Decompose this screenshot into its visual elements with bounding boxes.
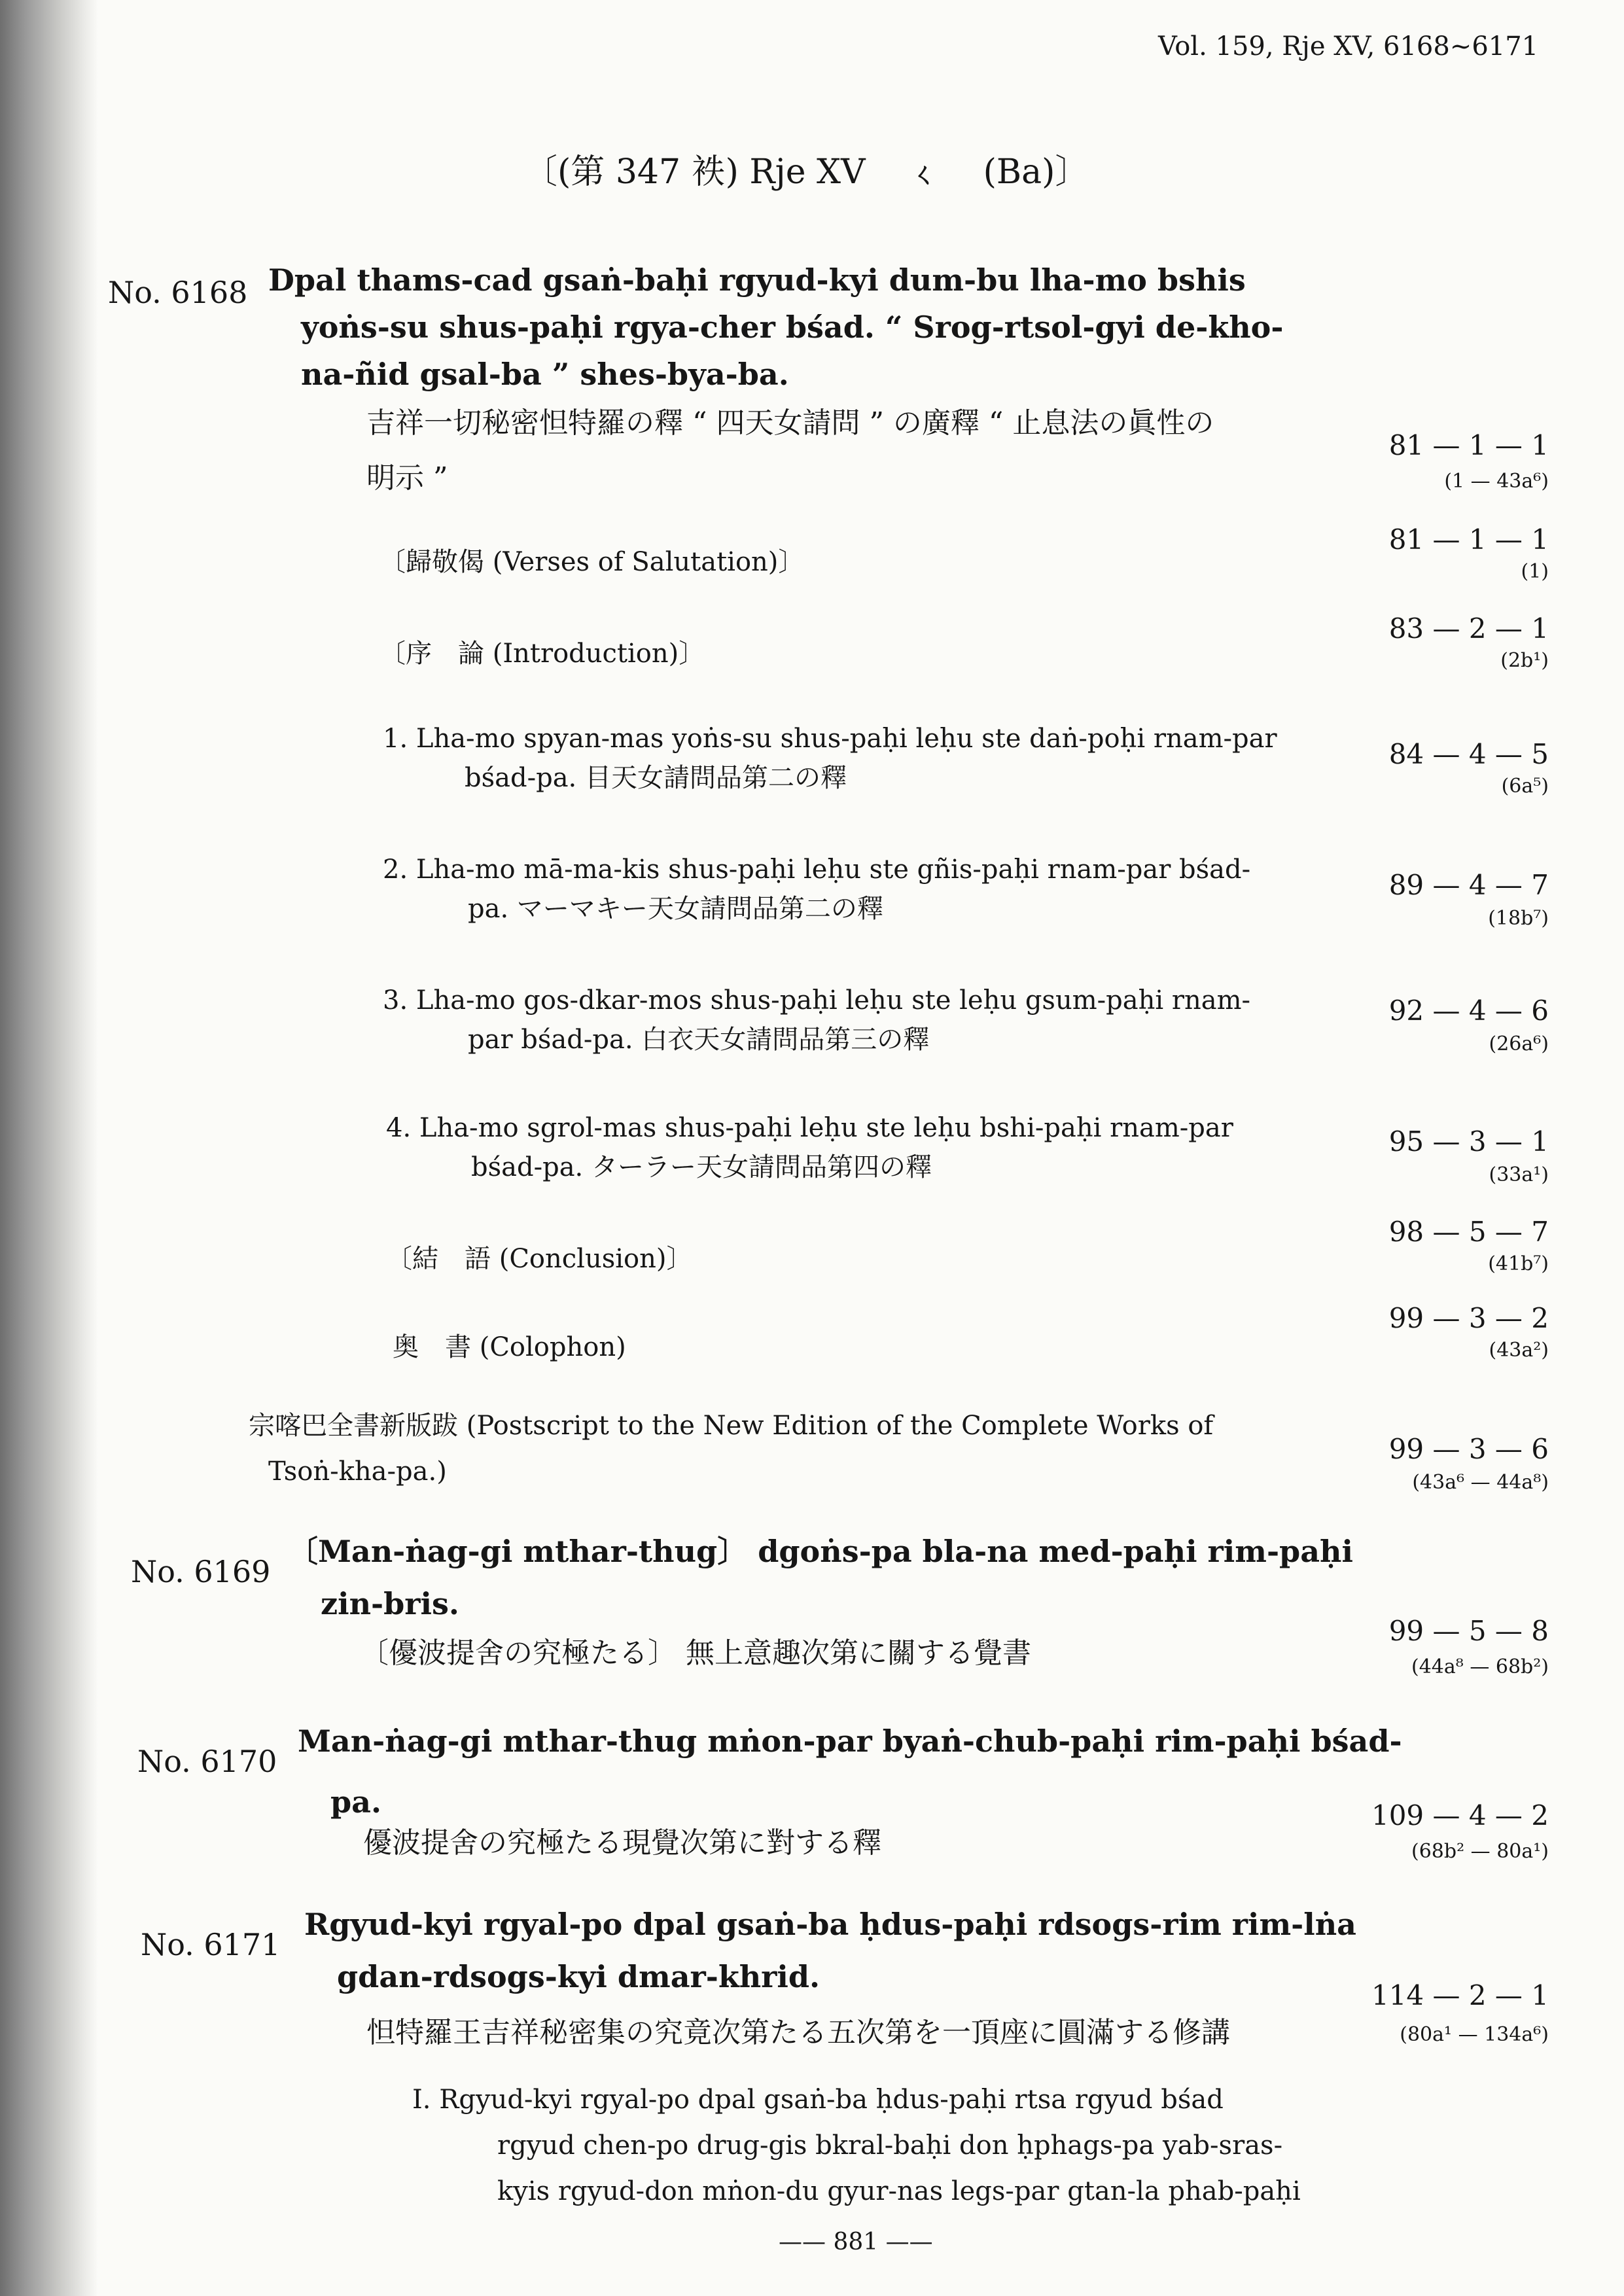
entry-title-line: yoṅs-su shus-paḥi rgya-cher bśad. “ Srog-rtsol-gyi de-kho- (301, 309, 1284, 345)
entry-number: No. 6168 (108, 275, 248, 310)
section-postscript: 宗喀巴全書新版跋 (Postscript to the New Edition of the Complete Works of (249, 1411, 1214, 1441)
entry-folio: (1 — 43a⁶) (1444, 470, 1549, 493)
entry-japanese-title: 吉祥一切秘密怛特羅の釋 “ 四天女請問 ” の廣釋 “ 止息法の眞性の (366, 406, 1214, 440)
chapter-item-4-cont: bśad-pa. ターラー天女請問品第四の釋 (471, 1152, 932, 1182)
entry-location: 99 — 5 — 8 (1388, 1615, 1549, 1647)
section-folio: (18b⁷) (1488, 907, 1549, 930)
page-number: —— 881 —— (779, 2229, 933, 2255)
entry-title-line: gdan-rdsogs-kyi dmar-khrid. (337, 1959, 821, 1994)
section-folio: (41b⁷) (1488, 1252, 1549, 1275)
section-salutation: 〔歸敬偈 (Verses of Salutation)〕 (380, 547, 805, 577)
section-location: 89 — 4 — 7 (1388, 869, 1549, 901)
entry-title-line: na-ñid gsal-ba ” shes-bya-ba. (301, 357, 789, 392)
chapter-item-1: 1. Lha-mo spyan-mas yoṅs-su shus-paḥi leḥu ste daṅ-poḥi rnam-par (383, 724, 1277, 754)
entry-location: 81 — 1 — 1 (1388, 429, 1549, 461)
entry-title-line: pa. (330, 1784, 381, 1820)
entry-title-line: Dpal thams-cad gsaṅ-baḥi rgyud-kyi dum-bu lha-mo bshis (268, 262, 1246, 298)
section-location: 84 — 4 — 5 (1388, 738, 1549, 770)
entry-number: No. 6170 (137, 1744, 277, 1779)
chapter-tibetan-letter: ㄑ (911, 159, 938, 190)
chapter-heading (523, 144, 1089, 193)
chapter-item-2-cont: pa. マーマキー天女請問品第二の釋 (468, 894, 883, 924)
section-folio: (33a¹) (1489, 1163, 1549, 1186)
section-location: 92 — 4 — 6 (1388, 995, 1549, 1027)
section-location: 99 — 3 — 2 (1388, 1302, 1549, 1334)
book-binding-shadow (0, 0, 98, 2296)
entry-location: 109 — 4 — 2 (1371, 1799, 1549, 1831)
entry-title-line: Man-ṅag-gi mthar-thug mṅon-par byaṅ-chub-paḥi rim-paḥi bśad- (298, 1723, 1402, 1759)
entry-folio: (68b² — 80a¹) (1411, 1840, 1549, 1863)
entry-japanese-title: 優波提舍の究極たる現覺次第に對する釋 (363, 1826, 881, 1860)
entry-folio: (80a¹ — 134a⁶) (1400, 2023, 1549, 2046)
section-colophon: 奥 書 (Colophon) (393, 1332, 626, 1362)
chapter-item-I-cont: kyis rgyud-don mṅon-du gyur-nas legs-par gtan-la phab-paḥi (497, 2176, 1301, 2206)
chapter-item-2: 2. Lha-mo mā-ma-kis shus-paḥi leḥu ste gñis-paḥi rnam-par bśad- (383, 855, 1251, 885)
entry-title-line: Rgyud-kyi rgyal-po dpal gsaṅ-ba ḥdus-paḥi rdsogs-rim rim-lṅa (304, 1907, 1356, 1942)
chapter-item-I-cont: rgyud chen-po drug-gis bkral-baḥi don ḥphags-pa yab-sras- (497, 2130, 1283, 2161)
section-location: 98 — 5 — 7 (1388, 1216, 1549, 1248)
chapter-heading-open: 〔(第 347 袟) Rje XV (523, 152, 866, 192)
section-conclusion: 〔結 語 (Conclusion)〕 (386, 1244, 693, 1274)
section-postscript-cont: Tsoṅ-kha-pa.) (268, 1457, 447, 1487)
section-location: 83 — 2 — 1 (1388, 612, 1549, 645)
section-folio: (1) (1521, 560, 1549, 583)
chapter-item-3: 3. Lha-mo gos-dkar-mos shus-paḥi leḥu ste leḥu gsum-paḥi rnam- (383, 985, 1251, 1016)
entry-japanese-title: 〔優波提舍の究極たる〕 無上意趣次第に關する覺書 (360, 1636, 1031, 1670)
section-folio: (43a⁶ — 44a⁸) (1412, 1471, 1549, 1494)
entry-japanese-title: 明示 ” (366, 461, 448, 495)
section-folio: (26a⁶) (1489, 1033, 1549, 1055)
entry-location: 114 — 2 — 1 (1371, 1979, 1549, 2011)
chapter-item-4: 4. Lha-mo sgrol-mas shus-paḥi leḥu ste leḥu bshi-paḥi rnam-par (386, 1113, 1233, 1143)
entry-title-line: zin-bris. (321, 1586, 459, 1621)
chapter-heading-close: (Ba)〕 (983, 152, 1089, 192)
entry-number: No. 6171 (141, 1927, 281, 1962)
chapter-item-3-cont: par bśad-pa. 白衣天女請問品第三の釋 (468, 1025, 930, 1055)
entry-japanese-title: 怛特羅王吉祥秘密集の究竟次第たる五次第を一頂座に圓滿する修講 (366, 2016, 1230, 2049)
volume-reference: Vol. 159, Rje XV, 6168~6171 (1158, 31, 1539, 62)
section-folio: (2b¹) (1500, 649, 1549, 672)
section-location: 99 — 3 — 6 (1388, 1433, 1549, 1465)
section-introduction: 〔序 論 (Introduction)〕 (380, 639, 705, 669)
section-folio: (6a⁵) (1501, 775, 1549, 798)
section-location: 95 — 3 — 1 (1388, 1125, 1549, 1157)
section-folio: (43a²) (1489, 1339, 1549, 1362)
entry-folio: (44a⁸ — 68b²) (1411, 1655, 1549, 1678)
entry-title-line: 〔Man-ṅag-gi mthar-thug〕 dgoṅs-pa bla-na med-paḥi rim-paḥi (288, 1534, 1353, 1569)
chapter-item-1-cont: bśad-pa. 目天女請問品第二の釋 (465, 763, 847, 793)
entry-number: No. 6169 (131, 1554, 271, 1589)
section-location: 81 — 1 — 1 (1388, 523, 1549, 556)
chapter-item-I: I. Rgyud-kyi rgyal-po dpal gsaṅ-ba ḥdus-paḥi rtsa rgyud bśad (412, 2085, 1224, 2115)
